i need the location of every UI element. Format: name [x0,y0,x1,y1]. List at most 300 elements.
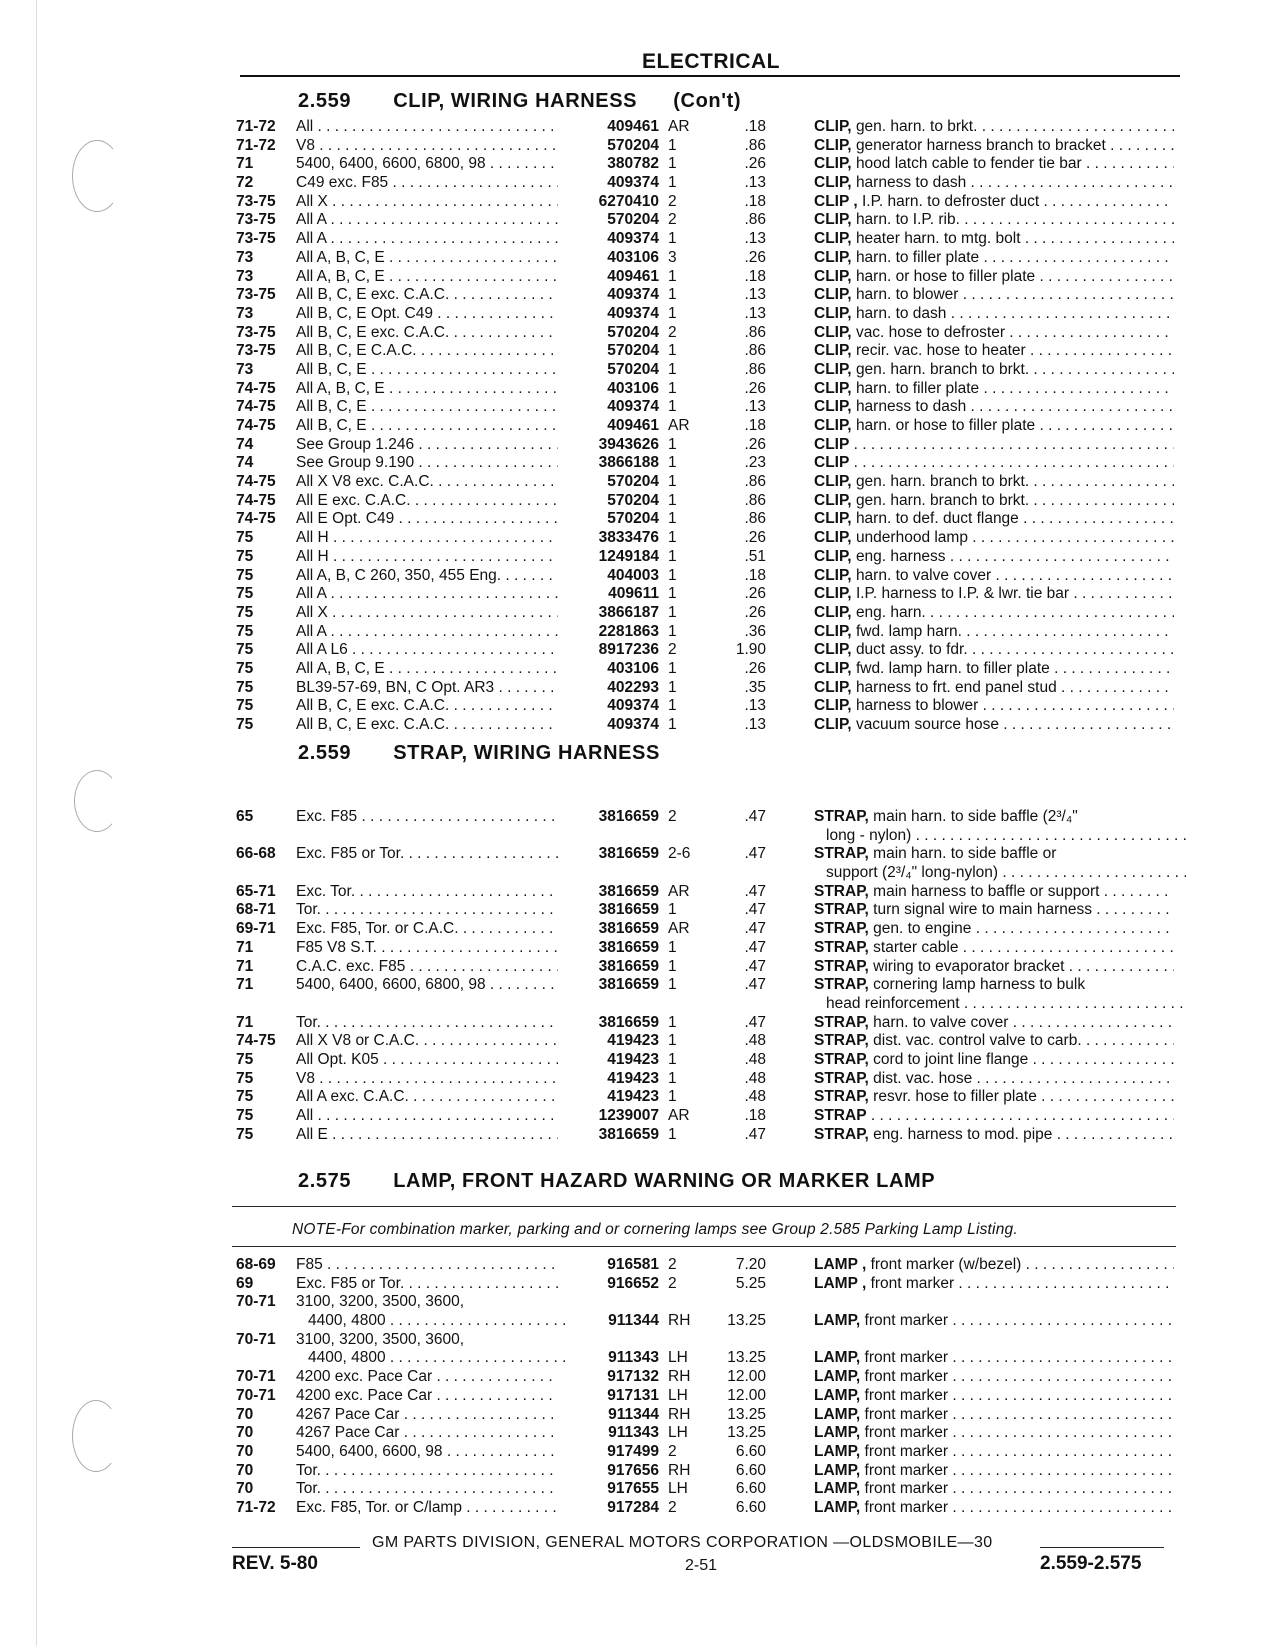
item-detail: front marker (w/bezel) [870,1256,1022,1273]
description [814,324,1174,343]
item-detail: duct assy. to fdr. [855,641,968,659]
section-number: 2.575 [298,1170,352,1192]
application: Exc. F85, Tor. or C/lamp . . . [296,1499,558,1518]
item-name: LAMP, [814,1368,861,1386]
price: .13 [744,174,766,192]
part-number: 3816659 [598,1013,659,1031]
section-number: 2.559 [298,742,352,764]
quantity: 1 [668,454,677,472]
application: 3100, 3200, 3500, 3600, [296,1330,465,1348]
application: V8 . . . [296,137,558,156]
part-number: 3816659 [598,976,659,994]
price: 6.60 [735,1480,766,1498]
item-detail: front marker [864,1368,949,1386]
part-number: 570204 [607,342,659,360]
application: All A, B, C, E . . . [296,268,558,287]
table-row [236,697,1176,716]
price: .18 [744,192,766,210]
item-name: LAMP, [814,1442,861,1460]
table-row [236,1070,1176,1089]
application: All B, C, E . . . [296,361,558,380]
quantity: LH [668,1480,688,1498]
application: All B, C, E exc. C.A.C. . . . [296,716,558,735]
model-year: 65-71 [236,882,276,900]
price: 6.60 [735,1442,766,1460]
application: All A . . . [296,230,558,249]
price: .26 [744,585,766,603]
description [814,604,1174,623]
application: Tor. . . . [296,1014,558,1033]
application: All X . . . [296,193,558,212]
price: .86 [744,491,766,509]
price: .51 [744,547,766,565]
price: .13 [744,304,766,322]
quantity: 1 [668,342,677,360]
table-row [236,454,1176,473]
model-year: 71 [236,957,254,975]
description [814,398,1174,417]
price: 13.25 [727,1424,766,1442]
part-number: 409374 [607,697,659,715]
description [814,976,1174,995]
application: All E . . . [296,1126,558,1145]
price: .18 [744,417,766,434]
item-detail: harn. or hose to filler plate [855,267,1036,285]
item-name: CLIP, [814,304,852,322]
item-detail: harn. to blower [855,286,959,304]
model-year: 70 [236,1442,254,1460]
part-number: 1239007 [598,1107,659,1124]
part-number: 570204 [607,510,659,528]
model-year: 75 [236,697,254,715]
item-name: STRAP, [814,1125,869,1143]
table-row [236,548,1176,567]
price: .86 [744,360,766,378]
table-row [236,958,1176,977]
part-number: 3833476 [598,529,659,547]
table-row [236,436,1176,455]
description [814,137,1174,156]
model-year: 71 [236,976,254,994]
model-year: 73-75 [236,286,276,304]
table-row [236,1387,1176,1406]
description [814,249,1174,268]
description [814,230,1174,249]
item-name: CLIP, [814,566,852,584]
part-number: 409374 [607,174,659,192]
item-name: CLIP, [814,360,852,378]
model-year: 70 [236,1424,254,1442]
table-row [236,529,1176,548]
model-year: 70-71 [236,1368,276,1386]
part-number: 916581 [607,1256,659,1273]
item-name: CLIP, [814,155,852,173]
part-number: 916652 [607,1274,659,1292]
model-year: 73 [236,360,254,378]
description [814,585,1174,604]
table-row [236,118,1176,137]
item-detail: fwd. lamp harn. to filler plate [855,659,1050,677]
model-year: 73-75 [236,342,276,360]
application: Exc. Tor. . . . [296,883,558,902]
table-row [236,1256,1176,1275]
table-row [236,1275,1176,1294]
model-year: 74-75 [236,417,276,434]
clip-parts-list [236,118,1176,735]
description [814,361,1174,380]
price: 7.20 [735,1256,766,1273]
item-name: LAMP, [814,1424,861,1442]
table-row [236,1368,1176,1387]
part-number: 570204 [607,473,659,491]
price: .26 [744,379,766,397]
item-name: STRAP, [814,920,869,938]
item-detail: dist. vac. control valve to carb. [873,1032,1082,1050]
description [814,958,1174,977]
application: All A, B, C, E . . . [296,249,558,268]
description [814,118,1174,137]
section-title: LAMP, FRONT HAZARD WARNING OR MARKER LAMP [393,1170,936,1192]
model-year: 74 [236,435,254,453]
application: Exc. F85 or Tor. . . . [296,1275,558,1294]
description [814,1032,1174,1051]
item-name: CLIP, [814,267,852,285]
table-row-continuation [236,827,1176,846]
item-name: STRAP, [814,845,869,863]
model-year: 74-75 [236,1032,276,1050]
model-year: 70-71 [236,1386,276,1404]
quantity: 1 [668,379,677,397]
application: V8 . . . [296,1070,558,1089]
table-row [236,976,1176,995]
quantity: 2 [668,808,677,825]
part-number: 409374 [607,398,659,416]
item-name: CLIP, [814,716,852,733]
description [814,211,1174,230]
item-name: CLIP, [814,641,852,659]
model-year: 70 [236,1405,254,1423]
table-row [236,845,1176,864]
price: .18 [744,118,766,135]
item-name: LAMP , [814,1274,867,1292]
application: All H . . . [296,548,558,567]
application: Tor. . . . [296,901,558,920]
part-number: 3816659 [598,901,659,919]
table-row [236,1126,1176,1145]
application: See Group 9.190 . . . [296,454,558,473]
item-name: LAMP, [814,1461,861,1479]
table-row [236,249,1176,268]
model-year: 75 [236,659,254,677]
quantity: 1 [668,1125,677,1143]
part-number: 917132 [607,1368,659,1386]
item-detail: cornering lamp harness to bulk [873,976,1086,994]
price: .26 [744,248,766,266]
model-year: 72 [236,174,254,192]
quantity: RH [668,1312,691,1330]
description [814,155,1174,174]
item-name: STRAP, [814,882,869,900]
application: All A, B, C, E . . . [296,380,558,399]
part-number: 3816659 [598,882,659,900]
item-detail: hood latch cable to fender tie bar [855,155,1082,173]
punch-hole-bottom [72,1400,120,1472]
item-detail: main harn. to side baffle or [873,845,1057,863]
item-name: STRAP, [814,1013,869,1031]
quantity: 1 [668,267,677,285]
model-year: 74-75 [236,491,276,509]
price: .26 [744,659,766,677]
item-name: CLIP, [814,510,852,528]
part-number: 570204 [607,360,659,378]
price: .86 [744,342,766,360]
table-row [236,585,1176,604]
part-number: 3816659 [598,808,659,825]
part-number: 409374 [607,304,659,322]
quantity: 1 [668,304,677,322]
description [814,1312,1174,1331]
part-number: 917655 [607,1480,659,1498]
description [814,660,1174,679]
item-detail: starter cable [873,938,959,956]
item-detail: harn. to valve cover [873,1013,1009,1031]
item-name: LAMP, [814,1386,861,1404]
table-row [236,211,1176,230]
model-year: 75 [236,641,254,659]
application: All . . . [296,118,558,137]
part-number: 911344 [608,1405,659,1423]
quantity: 1 [668,566,677,584]
model-year: 70-71 [236,1330,276,1348]
model-year: 70 [236,1461,254,1479]
description [814,1088,1174,1107]
lamp-parts-list [236,1256,1176,1518]
price: 13.25 [727,1405,766,1423]
part-number: 402293 [607,678,659,696]
table-row [236,1424,1176,1443]
price: .86 [744,510,766,528]
page-number: 2-51 [685,1557,718,1574]
quantity: 1 [668,659,677,677]
table-row [236,920,1176,939]
part-number: 419423 [607,1088,659,1106]
quantity: AR [668,882,690,900]
table-row [236,1499,1176,1518]
item-name: STRAP [814,1107,867,1124]
item-detail: eng. harn. [855,603,926,621]
price: 12.00 [727,1386,766,1404]
table-row [236,492,1176,511]
item-detail: recir. vac. hose to heater [855,342,1026,360]
item-name: LAMP, [814,1312,861,1330]
item-name: STRAP, [814,976,869,994]
model-year: 75 [236,1107,254,1124]
item-name: CLIP [814,435,850,453]
part-number: 409461 [607,267,659,285]
item-detail: front marker [864,1498,949,1516]
part-number: 911343 [608,1424,659,1442]
table-row [236,286,1176,305]
table-row [236,1443,1176,1462]
item-name: CLIP [814,454,850,472]
part-number: 380782 [607,155,659,173]
item-name: CLIP, [814,118,852,135]
model-year: 74-75 [236,473,276,491]
table-row [236,193,1176,212]
price: .26 [744,435,766,453]
quantity: 1 [668,1032,677,1050]
item-detail: harness to dash [855,398,967,416]
part-number: 570204 [607,211,659,229]
item-detail: gen. harn. branch to brkt. [855,473,1030,491]
part-number: 8917236 [598,641,659,659]
price: 5.25 [735,1274,766,1292]
model-year: 75 [236,1125,254,1143]
item-name: CLIP, [814,417,852,434]
model-year: 71 [236,1013,254,1031]
item-detail: underhood lamp [855,529,968,547]
description [814,567,1174,586]
lamp-note: NOTE-For combination marker, parking and or cornering lamps see Group 2.585 Parking Lamp Listing. [292,1221,1018,1238]
quantity: 2 [668,1498,677,1516]
item-detail: harn. to dash [855,304,947,322]
description [814,845,1174,864]
description [814,1443,1174,1462]
price: .23 [744,454,766,472]
description [814,808,1174,827]
part-number: 1249184 [598,547,659,565]
item-name: LAMP, [814,1349,861,1367]
table-row-continuation [236,864,1176,883]
item-detail: harness to frt. end panel stud [855,678,1057,696]
quantity: 1 [668,1069,677,1087]
application: All X . . . [296,604,558,623]
quantity: 1 [668,155,677,173]
price: .47 [744,920,766,938]
part-number: 3816659 [598,1125,659,1143]
quantity: 1 [668,529,677,547]
description [814,417,1174,436]
description [814,1126,1174,1145]
price: .48 [744,1032,766,1050]
footer-rule-right [1040,1547,1164,1548]
item-detail: vacuum source hose [855,716,999,733]
application: 4200 exc. Pace Car . . . [296,1368,558,1387]
price: .13 [744,697,766,715]
application: All A, B, C, E . . . [296,660,558,679]
model-year: 75 [236,1069,254,1087]
price: .36 [744,622,766,640]
application: C.A.C. exc. F85 . . . [296,958,558,977]
application: 5400, 6400, 6600, 98 . . . [296,1443,558,1462]
price: .18 [744,566,766,584]
item-name: CLIP, [814,248,852,266]
quantity: 2 [668,1274,677,1292]
item-name: CLIP, [814,286,852,304]
table-row [236,660,1176,679]
item-name: STRAP, [814,901,869,919]
item-detail: front marker [864,1312,949,1330]
punch-hole-top [72,140,122,212]
description [814,305,1174,324]
table-row [236,1107,1176,1126]
application: 4267 Pace Car . . . [296,1406,558,1425]
price: 6.60 [735,1498,766,1516]
table-row [236,679,1176,698]
model-year: 75 [236,678,254,696]
item-name: CLIP, [814,398,852,416]
item-detail: dist. vac. hose [873,1069,973,1087]
quantity: 1 [668,1050,677,1068]
table-row [236,1312,1176,1331]
item-detail: front marker [864,1349,949,1367]
model-year: 71-72 [236,1498,276,1516]
table-row [236,305,1176,324]
item-detail: heater harn. to mtg. bolt [855,230,1021,248]
item-name: STRAP, [814,1069,869,1087]
part-number: 409461 [607,417,659,434]
model-year: 69 [236,1274,254,1292]
item-name: CLIP , [814,192,858,210]
item-name: CLIP, [814,547,852,565]
quantity: 1 [668,938,677,956]
quantity: 2 [668,641,677,659]
footer-publisher: GM PARTS DIVISION, GENERAL MOTORS CORPORATION —OLDSMOBILE—30 [372,1534,993,1551]
quantity: 1 [668,603,677,621]
application: 4400, 4800 . . . [296,1312,570,1331]
binder-margin-line [36,0,37,1646]
item-name: LAMP, [814,1498,861,1516]
model-year: 73 [236,267,254,285]
model-year: 71-72 [236,136,276,154]
model-year: 70 [236,1480,254,1498]
table-row [236,268,1176,287]
part-number: 917499 [607,1442,659,1460]
item-name: STRAP, [814,1050,869,1068]
item-detail: main harn. to side baffle (2³/₄" [873,808,1078,825]
quantity: LH [668,1424,688,1442]
price: 6.60 [735,1461,766,1479]
model-year: 68-69 [236,1256,276,1273]
quantity: AR [668,118,690,135]
item-detail: harn. to filler plate [855,248,980,266]
description [814,1349,1174,1368]
description [814,1499,1174,1518]
part-number: 3816659 [598,938,659,956]
description [814,920,1174,939]
table-row [236,808,1176,827]
table-row [236,155,1176,174]
quantity: 2 [668,1442,677,1460]
item-name: LAMP, [814,1405,861,1423]
item-name: STRAP, [814,957,869,975]
part-number: 419423 [607,1050,659,1068]
application: 4267 Pace Car . . . [296,1424,558,1443]
table-row [236,939,1176,958]
price: .18 [744,267,766,285]
part-number: 6270410 [598,192,659,210]
part-number: 911344 [608,1312,659,1330]
description [814,1275,1174,1294]
description [814,268,1174,287]
item-detail: gen. harn. branch to brkt. [855,360,1030,378]
description [814,939,1174,958]
model-year: 65 [236,808,254,825]
price: .26 [744,155,766,173]
table-row [236,604,1176,623]
strap-parts-list [236,808,1176,1144]
quantity: 1 [668,585,677,603]
